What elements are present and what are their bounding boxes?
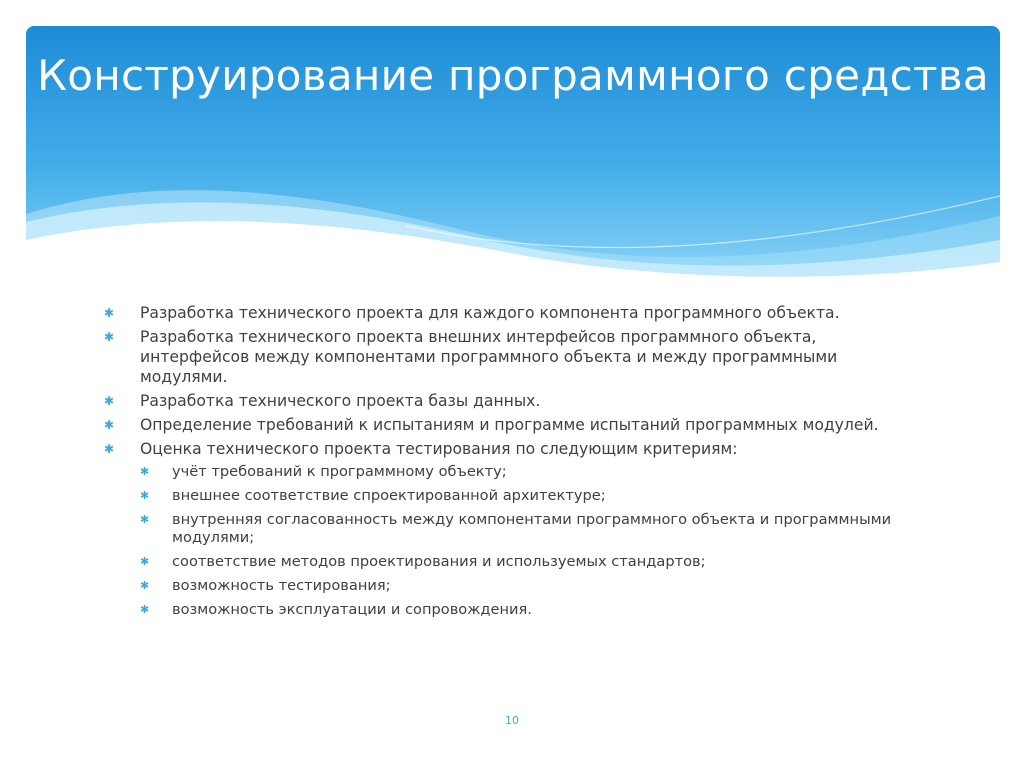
asterisk-bullet-icon: ✱ [104,442,115,456]
asterisk-bullet-icon: ✱ [104,306,115,320]
criteria-text: возможность тестирования; [172,577,391,594]
criteria-item [140,487,924,505]
criteria-text: учёт требований к программному объекту; [172,463,507,480]
asterisk-bullet-icon: ✱ [140,489,150,502]
list-item [104,327,924,387]
asterisk-bullet-icon: ✱ [140,513,150,526]
bullet-text: Разработка технического проекта внешних интерфейсов программного объекта, интерфейсов между компонентами программного объекта и между программными модулями. [140,328,838,386]
criteria-item [140,577,924,595]
list-item [104,391,924,411]
list-item [104,439,924,619]
list-item [104,415,924,435]
bullet-text: Разработка технического проекта для каждого компонента программного объекта. [140,304,840,322]
bullet-text: Определение требований к испытаниям и программе испытаний программных модулей. [140,416,879,434]
bullet-text: Оценка технического проекта тестирования по следующим критериям: [140,440,738,458]
criteria-item [140,601,924,619]
criteria-text: внутренняя согласованность между компонентами программного объекта и программными модулями; [172,511,892,546]
list-item [104,303,924,323]
asterisk-bullet-icon: ✱ [140,603,150,616]
asterisk-bullet-icon: ✱ [140,465,150,478]
criteria-text: возможность эксплуатации и сопровождения. [172,601,532,618]
asterisk-bullet-icon: ✱ [140,555,150,568]
criteria-item [140,511,924,547]
slide-title: Конструирование программного средства [37,51,989,100]
criteria-text: соответствие методов проектирования и используемых стандартов; [172,553,706,570]
asterisk-bullet-icon: ✱ [104,418,115,432]
slide-body [104,303,924,625]
bullet-list [104,303,924,619]
criteria-list [140,463,924,619]
page-number: 10 [505,714,519,727]
asterisk-bullet-icon: ✱ [104,330,115,344]
asterisk-bullet-icon: ✱ [140,579,150,592]
criteria-item [140,463,924,481]
bullet-text: Разработка технического проекта базы данных. [140,392,541,410]
criteria-text: внешнее соответствие спроектированной архитектуре; [172,487,606,504]
asterisk-bullet-icon: ✱ [104,394,115,408]
criteria-item [140,553,924,571]
